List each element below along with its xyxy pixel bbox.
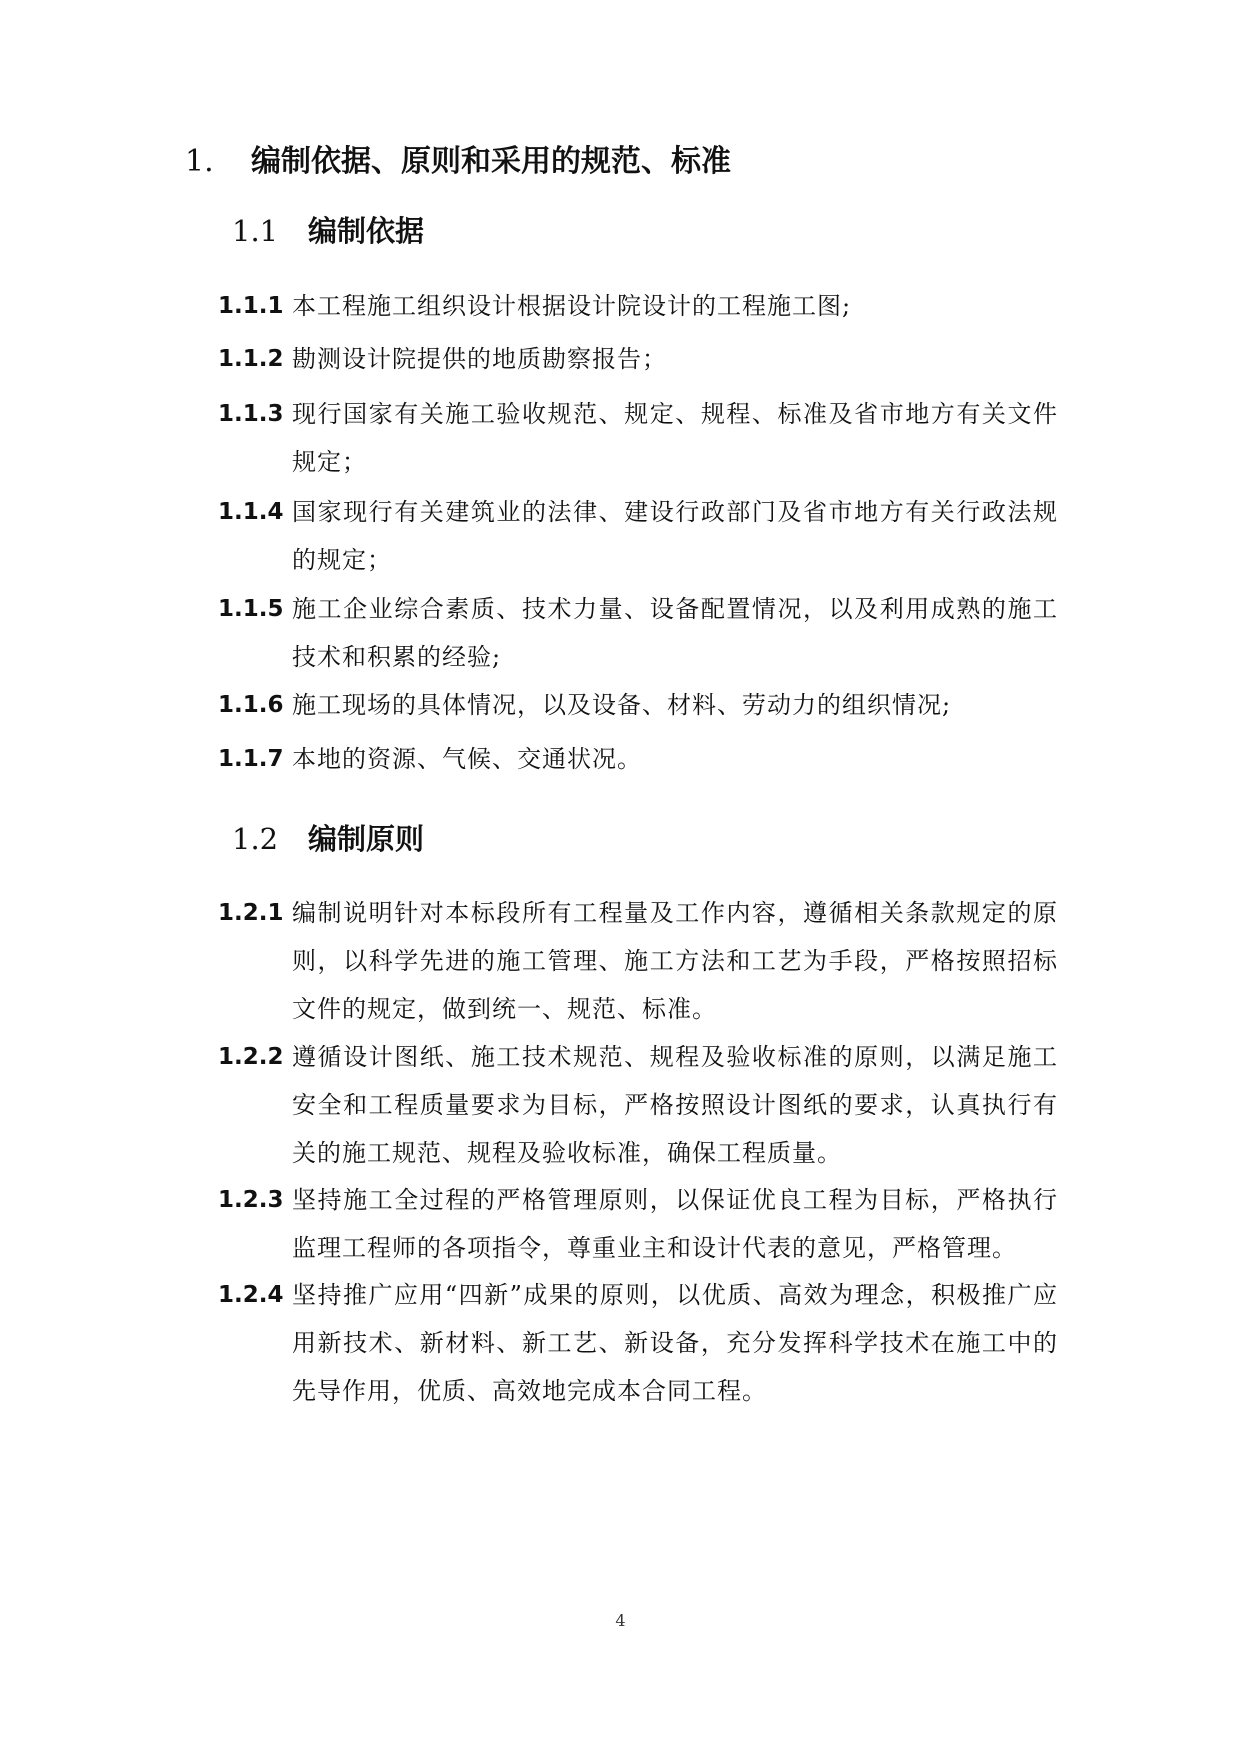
heading-1 (185, 140, 731, 184)
list-item-1-1-3 (218, 390, 1058, 486)
item-text: 现行国家有关施工验收规范、规定、规程、标准及省市地方有关文件规定； (292, 400, 1058, 476)
item-text: 勘测设计院提供的地质勘察报告； (292, 345, 667, 373)
heading-1-1 (232, 210, 424, 252)
heading-1-number: 1. (185, 144, 214, 179)
item-number: 1.2.1 (218, 900, 284, 926)
item-text: 本工程施工组织设计根据设计院设计的工程施工图; (292, 292, 852, 320)
item-number: 1.1.5 (218, 596, 284, 622)
item-number: 1.2.3 (218, 1187, 284, 1213)
item-number: 1.2.2 (218, 1044, 284, 1070)
list-item-1-2-4 (218, 1271, 1058, 1415)
list-item-1-1-1 (218, 282, 1058, 330)
item-number: 1.1.6 (218, 692, 284, 718)
list-item-1-1-4 (218, 488, 1058, 584)
item-text: 施工现场的具体情况，以及设备、材料、劳动力的组织情况; (292, 691, 952, 719)
list-item-1-1-5 (218, 585, 1058, 681)
item-number: 1.2.4 (218, 1282, 284, 1308)
list-item-1-1-6 (218, 681, 1058, 729)
heading-1-2-title: 编制原则 (308, 822, 425, 856)
item-text: 施工企业综合素质、技术力量、设备配置情况，以及利用成熟的施工技术和积累的经验; (292, 595, 1058, 671)
item-number: 1.1.2 (218, 346, 284, 372)
item-number: 1.1.1 (218, 293, 284, 319)
page-number: 4 (615, 1611, 626, 1630)
heading-1-title: 编制依据、原则和采用的规范、标准 (251, 144, 731, 179)
item-text: 遵循设计图纸、施工技术规范、规程及验收标准的原则，以满足施工安全和工程质量要求为目标，严格按照设计图纸的要求，认真执行有关的施工规范、规程及验收标准，确保工程质量。 (292, 1043, 1058, 1167)
heading-1-2-number: 1.2 (232, 822, 279, 856)
list-item-1-1-7 (218, 735, 1058, 783)
item-number: 1.1.3 (218, 401, 284, 427)
item-number: 1.1.7 (218, 746, 284, 772)
list-item-1-1-2 (218, 335, 1058, 383)
item-text: 坚持施工全过程的严格管理原则，以保证优良工程为目标，严格执行监理工程师的各项指令，尊重业主和设计代表的意见，严格管理。 (292, 1186, 1058, 1262)
item-text: 编制说明针对本标段所有工程量及工作内容，遵循相关条款规定的原则，以科学先进的施工管理、施工方法和工艺为手段，严格按照招标文件的规定，做到统一、规范、标准。 (292, 899, 1058, 1023)
item-text: 本地的资源、气候、交通状况。 (292, 745, 642, 773)
item-text: 国家现行有关建筑业的法律、建设行政部门及省市地方有关行政法规的规定； (292, 498, 1058, 574)
list-item-1-2-1 (218, 889, 1058, 1033)
heading-1-2 (232, 818, 424, 860)
heading-1-1-title: 编制依据 (308, 214, 425, 248)
list-item-1-2-2 (218, 1033, 1058, 1177)
item-number: 1.1.4 (218, 499, 284, 525)
heading-1-1-number: 1.1 (232, 214, 279, 248)
list-item-1-2-3 (218, 1176, 1058, 1272)
item-text: 坚持推广应用“四新”成果的原则，以优质、高效为理念，积极推广应用新技术、新材料、新工艺、新设备，充分发挥科学技术在施工中的先导作用，优质、高效地完成本合同工程。 (292, 1281, 1058, 1405)
